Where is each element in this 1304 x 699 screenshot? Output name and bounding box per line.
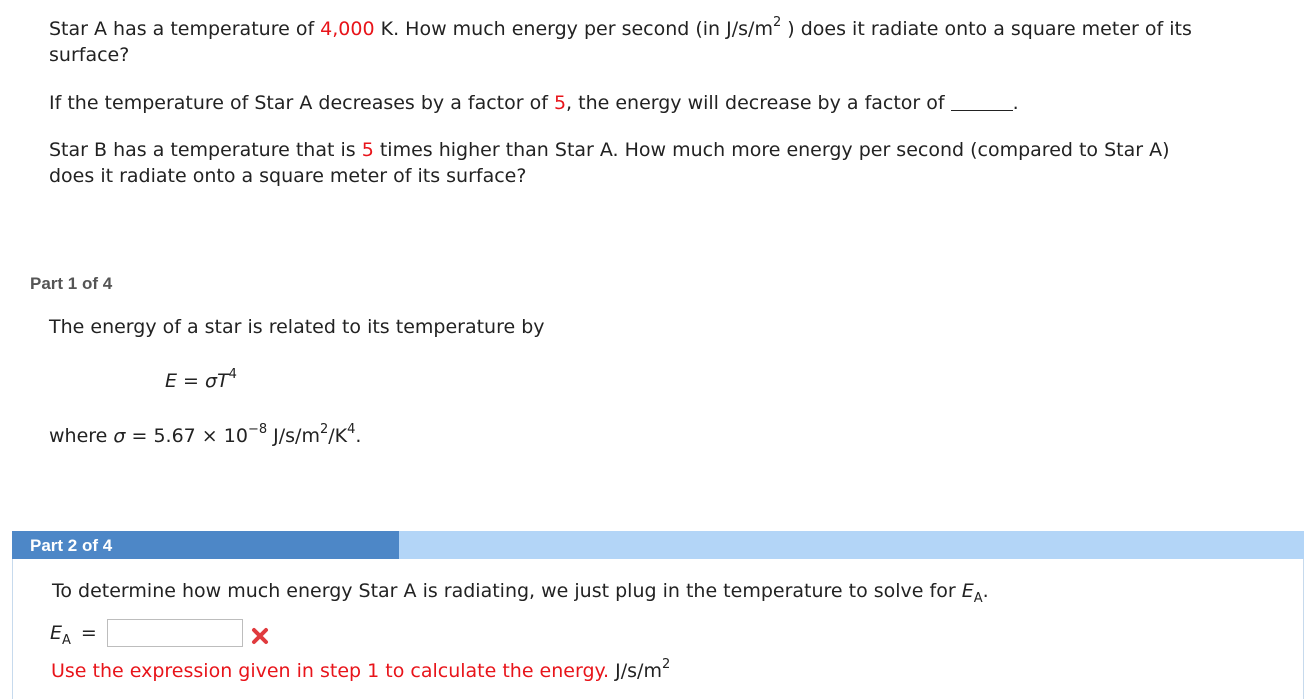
question-text: .	[1012, 92, 1019, 114]
part-2-text-end: .	[982, 580, 989, 602]
part-2-text-main: To determine how much energy Star A is radiating, we just plug in the temperature to solve for	[52, 580, 962, 602]
energy-equation	[165, 368, 237, 397]
question-text: , the energy will decrease by a factor of	[566, 92, 951, 114]
equation-text: /K	[328, 425, 348, 447]
energy-answer-input[interactable]	[107, 619, 243, 647]
equation-symbol: σ	[205, 370, 218, 392]
equation-text: .	[355, 425, 362, 447]
question-text: If the temperature of Star A decreases by a factor of	[49, 92, 554, 114]
x-icon	[251, 627, 269, 645]
part-1-text: The energy of a star is related to its temperature by	[49, 316, 545, 338]
equation-text: = 5.67 × 10	[125, 425, 248, 447]
exponent: 2	[319, 422, 329, 437]
exponent: 4	[228, 367, 237, 382]
equation-symbol: E	[50, 622, 63, 644]
question-text: K. How much energy per second (in J/s/m	[374, 18, 773, 40]
equation-symbol: =	[177, 370, 206, 392]
question-decrease	[49, 90, 1019, 116]
question-line-1	[49, 16, 1192, 45]
equation-symbol: E	[961, 580, 974, 602]
equation-symbol: E	[165, 370, 178, 392]
question-line-2: surface?	[49, 44, 130, 66]
exponent: 2	[661, 657, 671, 672]
question-text: Star B has a temperature that is	[49, 139, 362, 161]
unit-text: J/s/m	[609, 660, 662, 682]
decrease-factor: 5	[553, 92, 567, 114]
question-star-b-line-2: does it radiate onto a square meter of its surface?	[49, 165, 527, 187]
answer-blank	[951, 92, 1013, 111]
hint-text: Use the expression given in step 1 to calculate the energy.	[51, 660, 610, 682]
equation-symbol: σ	[113, 425, 126, 447]
question-text: Star A has a temperature of	[49, 18, 321, 40]
question-text: ) does it radiate onto a square meter of its	[781, 18, 1192, 40]
exponent: 4	[347, 422, 356, 437]
exponent: −8	[247, 422, 268, 437]
equation-symbol: T	[217, 370, 229, 392]
equals-sign: =	[80, 622, 97, 644]
hint-line	[51, 658, 670, 687]
subscript: A	[973, 591, 983, 606]
exponent: 2	[772, 15, 782, 30]
question-star-b	[49, 137, 1170, 163]
part-2-text	[52, 578, 989, 607]
sigma-definition	[49, 423, 361, 452]
part-1-label: Part 1 of 4	[30, 274, 113, 293]
subscript: A	[62, 633, 71, 648]
part-2-label: Part 2 of 4	[30, 536, 113, 555]
question-text: times higher than Star A. How much more energy per second (compared to Star A)	[373, 139, 1170, 161]
star-a-temperature: 4,000	[320, 18, 375, 40]
ea-label	[50, 620, 97, 649]
star-b-factor: 5	[361, 139, 374, 161]
equation-text: where	[49, 425, 114, 447]
equation-text: J/s/m	[267, 425, 320, 447]
